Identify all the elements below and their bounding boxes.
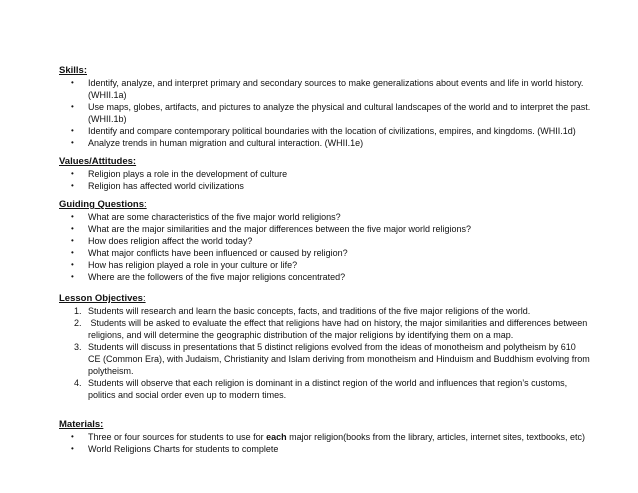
guiding-heading-text: Guiding Questions	[59, 199, 144, 210]
guiding-question-2: What are the major similarities and the major differences between the five major world religions?	[88, 224, 472, 234]
skills-item-2-line-1: Use maps, globes, artifacts, and pictures to analyze the physical and cultural landscapes of the world and to interpret the past.	[88, 102, 591, 112]
guiding-question-1: What are some characteristics of the five major world religions?	[88, 212, 341, 222]
objective-2-line-1: Students will be asked to evaluate the effect that religions have had on history, the major similarities and differences between	[88, 318, 588, 328]
bullet: •	[71, 236, 74, 245]
objective-3-line-2: CE (Common Era), with Judaism, Christianity and Islam deriving from monotheism and Hinduism and Buddhism evolving from	[88, 354, 590, 364]
materials-item-1-bold: each	[266, 432, 287, 442]
objective-number: 3.	[74, 342, 82, 352]
values-item-2: Religion has affected world civilizations	[88, 181, 244, 191]
materials-item-1-pre: Three or four sources for students to use for	[88, 432, 267, 442]
objective-4-line-1: Students will observe that each religion is dominant in a distinct region of the world and influences that region’s customs,	[88, 378, 568, 388]
skills-item-1-line-2: (WHII.1a)	[88, 90, 127, 100]
bullet: •	[71, 260, 74, 269]
bullet: •	[71, 126, 74, 135]
guiding-question-3: How does religion affect the world today?	[88, 236, 253, 246]
bullet: •	[71, 169, 74, 178]
guiding-question-6: Where are the followers of the five major religions concentrated?	[88, 272, 346, 282]
objective-4-line-2: politics and social order even up to modern times.	[88, 390, 287, 400]
objectives-heading-text: Lesson Objectives	[59, 293, 143, 304]
skills-item-1-line-1: Identify, analyze, and interpret primary and secondary sources to make generalizations about events and life in world history.	[88, 78, 584, 88]
bullet: •	[71, 181, 74, 190]
bullet: •	[71, 224, 74, 233]
bullet: •	[71, 138, 74, 147]
objective-number: 4.	[74, 378, 82, 388]
skills-item-4: Analyze trends in human migration and cultural interaction. (WHII.1e)	[88, 138, 364, 148]
bullet: •	[71, 272, 74, 281]
objective-number: 1.	[74, 306, 82, 316]
objective-2-line-2: religions, and will determine the geographic distribution of the major religions by identifying them on a map.	[88, 330, 514, 340]
skills-heading: Skills:	[59, 65, 87, 76]
bullet: •	[71, 248, 74, 257]
objective-1: Students will research and learn the basic concepts, facts, and traditions of the five major religions of the world.	[88, 306, 531, 316]
bullet: •	[71, 432, 74, 441]
objectives-heading-colon: :	[142, 293, 146, 304]
objective-3-line-1: Students will discuss in presentations that 5 distinct religions evolved from the ideas of monotheism and polytheism by 610	[88, 342, 576, 352]
guiding-question-5: How has religion played a role in your culture or life?	[88, 260, 298, 270]
guiding-question-4: What major conflicts have been influenced or caused by religion?	[88, 248, 348, 258]
guiding-heading-colon: :	[143, 199, 147, 210]
materials-item-1-post: major religion(books from the library, articles, internet sites, textbooks, etc)	[286, 432, 586, 442]
bullet: •	[71, 444, 74, 453]
skills-item-3: Identify and compare contemporary political boundaries with the location of civilizations, empires, and kingdoms. (WHII.1d)	[88, 126, 576, 136]
materials-heading: Materials:	[59, 419, 104, 430]
lesson-objectives-heading	[59, 293, 146, 305]
bullet: •	[71, 212, 74, 221]
values-heading: Values/Attitudes:	[59, 156, 137, 167]
bullet: •	[71, 78, 74, 87]
guiding-questions-heading	[59, 199, 147, 211]
materials-item-1	[88, 431, 585, 443]
materials-item-2: World Religions Charts for students to complete	[88, 444, 279, 454]
skills-item-2-line-2: (WHII.1b)	[88, 114, 127, 124]
bullet: •	[71, 102, 74, 111]
objective-number: 2.	[74, 318, 82, 328]
objective-3-line-3: polytheism.	[88, 366, 134, 376]
values-item-1: Religion plays a role in the development of culture	[88, 169, 288, 179]
